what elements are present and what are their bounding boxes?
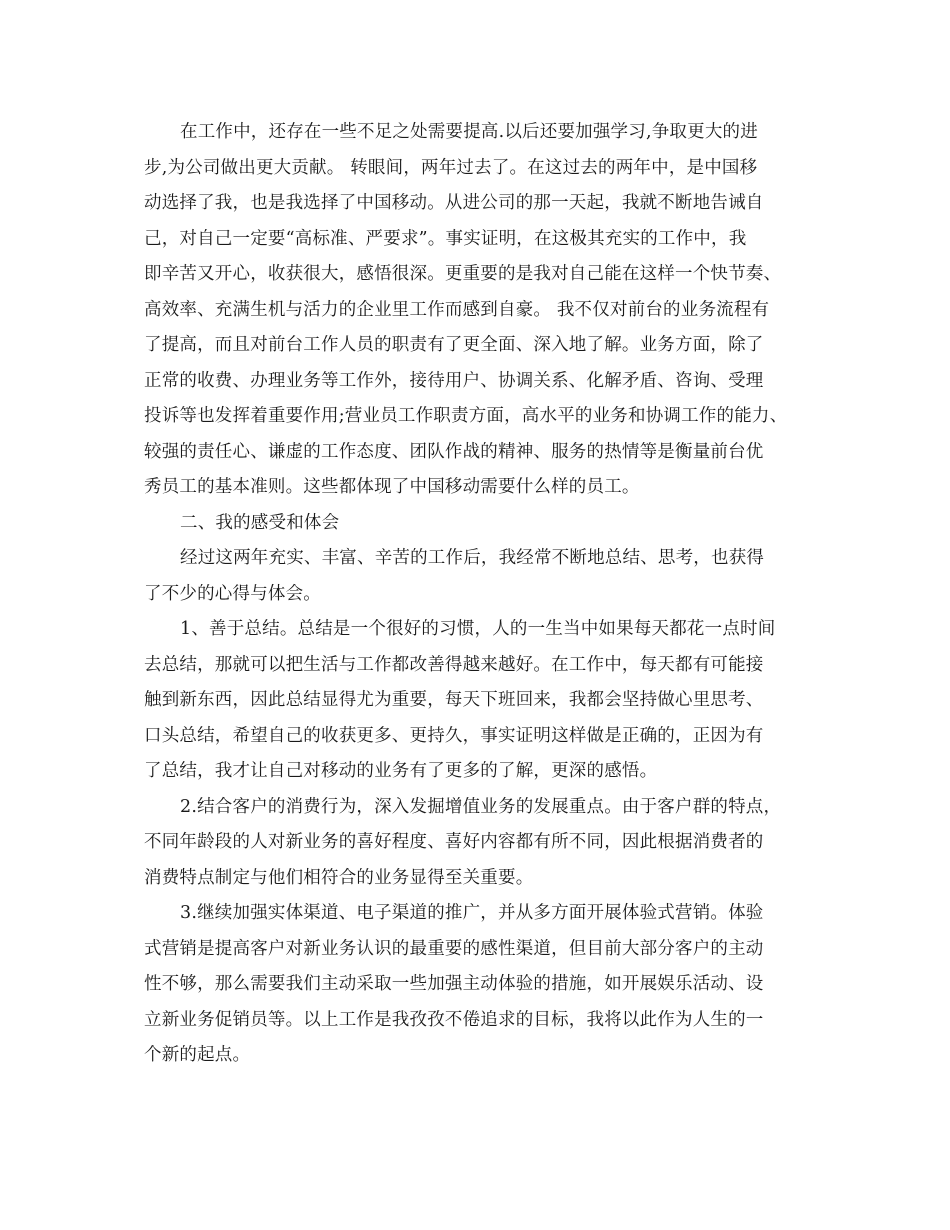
text-line: 二、我的感受和体会 [180, 512, 340, 533]
text-line: 触到新东西，因此总结显得尤为重要，每天下班回来，我都会坚持做心里思考、 [144, 690, 764, 710]
text-line: 投诉等也发挥着重要作用;营业员工作职责方面，高水平的业务和协调工作的能力、 [144, 406, 788, 426]
text-line: 在工作中，还存在一些不足之处需要提高.以后还要加强学习,争取更大的进 [180, 122, 758, 142]
text-line: 个新的起点。 [144, 1045, 251, 1065]
text-line: 立新业务促销员等。以上工作是我孜孜不倦追求的目标，我将以此作为人生的一 [144, 1009, 764, 1030]
text-line: 秀员工的基本准则。这些都体现了中国移动需要什么样的员工。 [144, 477, 640, 497]
text-line: 2.结合客户的消费行为，深入发掘增值业务的发展重点。由于客户群的特点， [180, 796, 782, 817]
text-line: 较强的责任心、谦虚的工作态度、团队作战的精神、服务的热情等是衡量前台优 [144, 441, 764, 462]
text-line: 经过这两年充实、丰富、辛苦的工作后，我经常不断地总结、思考，也获得 [180, 548, 765, 568]
text-line: 式营销是提高客户对新业务认识的最重要的感性渠道，但目前大部分客户的主动 [144, 938, 764, 959]
text-line: 了提高，而且对前台工作人员的职责有了更全面、深入地了解。业务方面，除了 [144, 335, 764, 355]
text-line: 即辛苦又开心，收获很大，感悟很深。更重要的是我对自己能在这样一个快节奏、 [144, 264, 782, 284]
text-line: 消费特点制定与他们相符合的业务显得至关重要。 [144, 867, 534, 888]
text-line: 高效率、充满生机与活力的企业里工作而感到自豪。 我不仅对前台的业务流程有 [144, 299, 770, 320]
text-line: 3.继续加强实体渠道、电子渠道的推广，并从多方面开展体验式营销。体验 [180, 903, 764, 923]
document-body [144, 115, 824, 1074]
text-line: 1、善于总结。总结是一个很好的习惯，人的一生当中如果每天都花一点时间 [180, 619, 776, 639]
text-line: 不同年龄段的人对新业务的喜好程度、喜好内容都有所不同，因此根据消费者的 [144, 832, 764, 852]
text-line: 性不够，那么需要我们主动采取一些加强主动体验的措施，如开展娱乐活动、设 [144, 974, 764, 994]
text-line: 口头总结，希望自己的收获更多、更持久，事实证明这样做是正确的，正因为有 [144, 725, 764, 746]
text-line: 正常的收费、办理业务等工作外，接待用户、协调关系、化解矛盾、咨询、受理 [144, 370, 764, 391]
text-line: 去总结，那就可以把生活与工作都改善得越来越好。在工作中，每天都有可能接 [144, 654, 764, 675]
text-line: 动选择了我，也是我选择了中国移动。从进公司的那一天起，我就不断地告诫自 [144, 193, 764, 213]
text-line: 了不少的心得与体会。 [144, 583, 321, 604]
text-line: 己，对自己一定要“高标准、严要求”。事实证明，在这极其充实的工作中，我 [144, 228, 747, 249]
text-line: 步,为公司做出更大贡献。 转眼间，两年过去了。在这过去的两年中，是中国移 [144, 157, 758, 178]
text-line: 了总结，我才让自己对移动的业务有了更多的了解，更深的感悟。 [144, 761, 658, 781]
